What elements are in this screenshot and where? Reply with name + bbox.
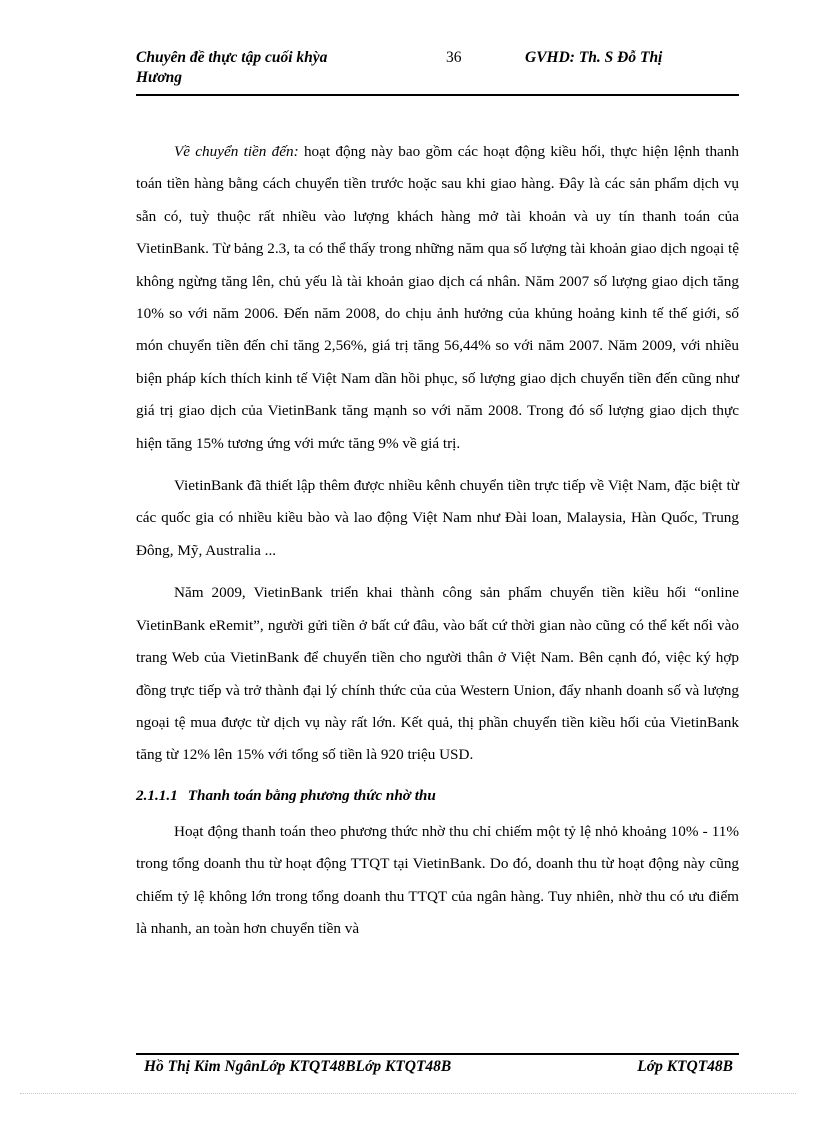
section-title: Thanh toán bằng phương thức nhờ thu — [187, 786, 436, 804]
page-footer — [136, 1053, 739, 1077]
header-supervisor: GVHD: Th. S Đỗ Thị — [525, 49, 663, 66]
footer-author: Hồ Thị Kim NgânLớp KTQT48BLớp KTQT48B — [144, 1058, 452, 1075]
section-heading — [136, 780, 739, 812]
document-body — [136, 136, 739, 945]
header-title: Chuyên đề thực tập cuối khỳa Hương — [136, 49, 328, 86]
paragraph-channels: VietinBank đã thiết lập thêm được nhiều kênh chuyển tiền trực tiếp về Việt Nam, đặc biệt từ các quốc gia có nhiều kiều bào và lao động Việt Nam như Đài loan, Malaysia, Hàn Quốc, Trung Đông, Mỹ, Australia ... — [136, 477, 739, 559]
paragraph-lead: Về chuyển tiền đến: — [174, 143, 299, 160]
paragraph-transfer-in — [136, 136, 739, 460]
footer-class: Lớp KTQT48B — [637, 1058, 733, 1075]
paragraph-text: hoạt động này bao gồm các hoạt động kiều hối, thực hiện lệnh thanh toán tiền hàng bằng cách chuyển tiền trước hoặc sau khi giao hàng. Đây là các sản phẩm dịch vụ sẵn có, tuỳ thuộc rất nhiều vào lượng khách hàng mở tài khoản và uy tín thanh toán của VietinBank. Từ bảng 2.3, ta có thể thấy trong những năm qua số lượng tài khoản giao dịch ngoại tệ không ngừng tăng lên, chủ yếu là tài khoản giao dịch cá nhân. Năm 2007 số lượng giao dịch tăng 10% so với năm 2006. Đến năm 2008, do chịu ảnh hưởng của khủng hoảng kinh tế thế giới, số món chuyển tiền đến chỉ tăng 2,56%, giá trị tăng 56,44% so với năm 2007. Năm 2009, với nhiều biện pháp kích thích kinh tế Việt Nam dần hồi phục, số lượng giao dịch chuyển tiền đến cũng như giá trị giao dịch của VietinBank tăng mạnh so với năm 2008. Trong đó số lượng giao dịch thực hiện tăng 15% tương ứng với mức tăng 9% về giá trị. — [136, 143, 739, 452]
section-number: 2.1.1.1 — [136, 786, 178, 804]
paragraph-eremit: Năm 2009, VietinBank triển khai thành công sản phẩm chuyển tiền kiều hối “online VietinBank eRemit”, người gửi tiền ở bất cứ đâu, vào bất cứ thời gian nào cũng có thể kết nối vào trang Web của VietinBank để chuyển tiền cho người thân ở Việt Nam. Bên cạnh đó, việc ký hợp đồng trực tiếp và trở thành đại lý chính thức của của Western Union, đẩy nhanh doanh số và lượng ngoại tệ mua được từ dịch vụ này rất lớn. Kết quả, thị phần chuyển tiền kiều hối của VietinBank tăng từ 12% lên 15% với tổng số tiền là 920 triệu USD. — [136, 584, 739, 764]
paragraph-collection: Hoạt động thanh toán theo phương thức nhờ thu chỉ chiếm một tỷ lệ nhỏ khoảng 10% - 11% trong tổng doanh thu từ hoạt động TTQT tại VietinBank. Do đó, doanh thu từ hoạt động này cũng chiếm tỷ lệ không lớn trong tổng doanh thu TTQT của ngân hàng. Tuy nhiên, nhờ thu có ưu điểm là nhanh, an toàn hơn chuyển tiền và — [136, 822, 739, 937]
page-bottom-divider — [20, 1093, 796, 1094]
page-number: 36 — [446, 49, 462, 66]
page-header — [136, 48, 739, 96]
